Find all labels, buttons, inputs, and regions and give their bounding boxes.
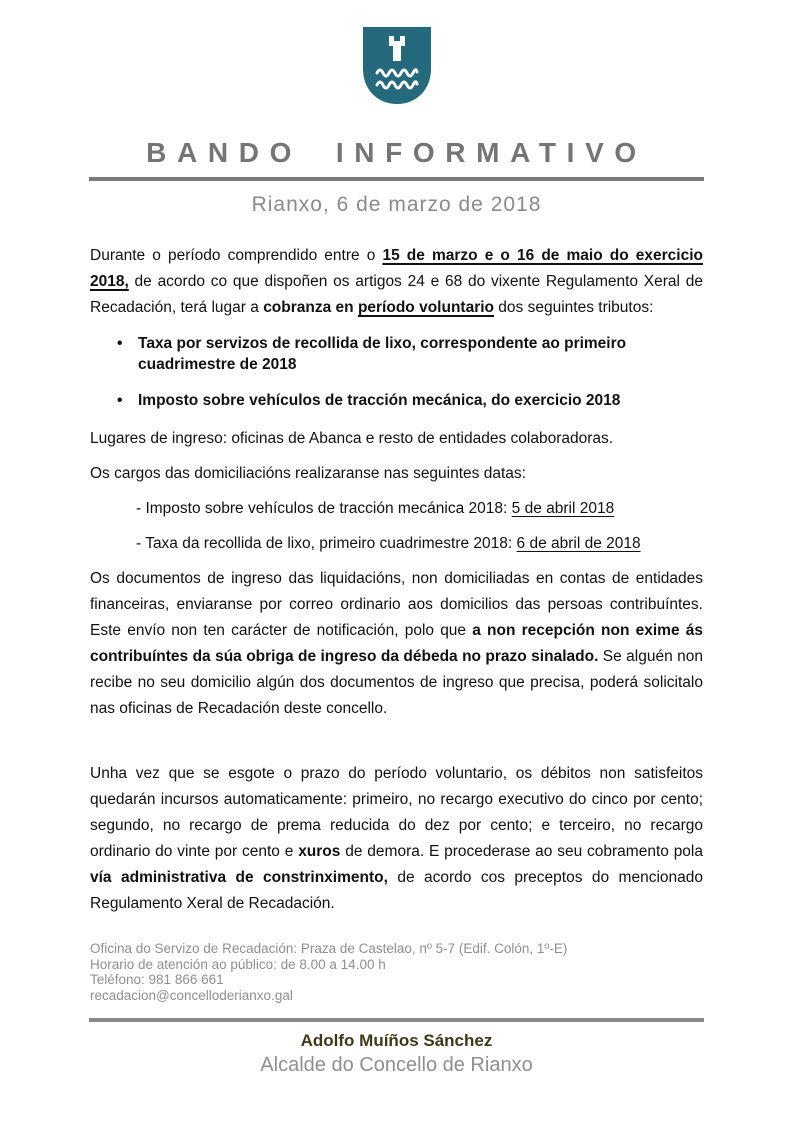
indent-line	[90, 496, 703, 522]
paragraph	[90, 566, 703, 722]
text-run: Os cargos das domiciliacións realizaranse nas seguintes datas:	[90, 465, 526, 482]
text-run: de acordo co que dispoñen os artigos 24 e 68 do vixente Regulamento Xeral de Recadación, terá lugar a	[90, 273, 703, 316]
logo-container	[0, 0, 793, 104]
page-title: BANDO INFORMATIVO	[146, 137, 647, 168]
paragraph	[90, 461, 703, 487]
text-run: Os documentos de ingreso das liquidacións, non domiciliadas en contas de entidades financeiras, enviaranse por correo ordinario aos domicilios das persoas contribuíntes. Este envío non ten carácter de notificación, polo que	[90, 570, 703, 639]
text-run: Se alguén non recibe no seu domicilio algún dos documentos de ingreso que precisa, poderá solicitalo nas oficinas de Recadación deste concello.	[90, 648, 703, 717]
text-run: Unha vez que se esgote o prazo do período voluntario, os débitos non satisfeitos quedarán incursos automaticamente: primeiro, no recargo executivo do cinco por cento; segundo, no recargo de prema reducida do dez por cento; e terceiro, no recargo ordinario do vinte por cento e	[90, 765, 703, 860]
concello-rianxo-shield-icon	[363, 27, 431, 104]
footer-office-line: recadacion@concelloderianxo.gal	[90, 987, 293, 1003]
indent-line	[90, 531, 703, 557]
footer-office-line: Oficina do Servizo de Recadación: Praza de Castelao, nº 5-7 (Edif. Colón, 1º-E)	[90, 941, 568, 956]
text-run: Lugares de ingreso: oficinas de Abanca e resto de entidades colaboradoras.	[90, 430, 614, 447]
paragraph	[90, 761, 703, 917]
text-run: 6 de abril de 2018	[516, 535, 641, 552]
text-run: - Imposto sobre vehículos de tracción mecánica 2018:	[136, 500, 512, 517]
footer-office-line: Teléfono: 981 866 661	[90, 972, 224, 987]
text-run: de acordo cos preceptos do mencionado Regulamento Xeral de Recadación.	[90, 869, 703, 912]
text-run: de demora. E procederase ao seu cobramento pola	[340, 843, 703, 860]
shield-shape	[363, 27, 431, 104]
paragraph	[90, 426, 703, 452]
date-line: Rianxo, 6 de marzo de 2018	[251, 193, 542, 216]
bullet-item	[90, 390, 703, 411]
title-divider	[89, 177, 704, 181]
text-run: período voluntario	[357, 299, 494, 316]
signature-name: Adolfo Muíños Sánchez	[300, 1031, 493, 1050]
text-run: - Taxa da recollida de lixo, primeiro cuadrimestre 2018:	[136, 535, 517, 552]
text-run: cobranza en	[263, 299, 358, 316]
text-run: xuros	[298, 843, 341, 860]
bullet-item	[90, 333, 703, 375]
text-run: 5 de abril 2018	[511, 500, 615, 517]
paragraph-spacer	[90, 731, 703, 761]
footer-contact-info	[90, 941, 703, 1003]
text-run: vía administrativa de constrinximento,	[90, 869, 388, 886]
paragraph	[90, 243, 703, 321]
text-run: Imposto sobre vehículos de tracción mecánica, do exercicio 2018	[138, 392, 621, 409]
text-run: Taxa por servizos de recollida de lixo, correspondente ao primeiro cuadrimestre de 2018	[138, 335, 627, 373]
text-run: Durante o período comprendido entre o	[90, 247, 383, 264]
text-run: a non recepción non exime ás contribuíntes da súa obriga de ingreso da débeda no prazo sinalado.	[90, 622, 703, 665]
document-body	[90, 243, 703, 917]
text-run: dos seguintes tributos:	[494, 299, 654, 316]
footer-divider	[89, 1018, 704, 1022]
footer-office-line: Horario de atención ao público: de 8.00 a 14.00 h	[90, 956, 386, 972]
text-run: 15 de marzo e o 16 de maio do exercicio 2018,	[90, 247, 704, 290]
signature-title: Alcalde do Concello de Rianxo	[260, 1054, 533, 1076]
